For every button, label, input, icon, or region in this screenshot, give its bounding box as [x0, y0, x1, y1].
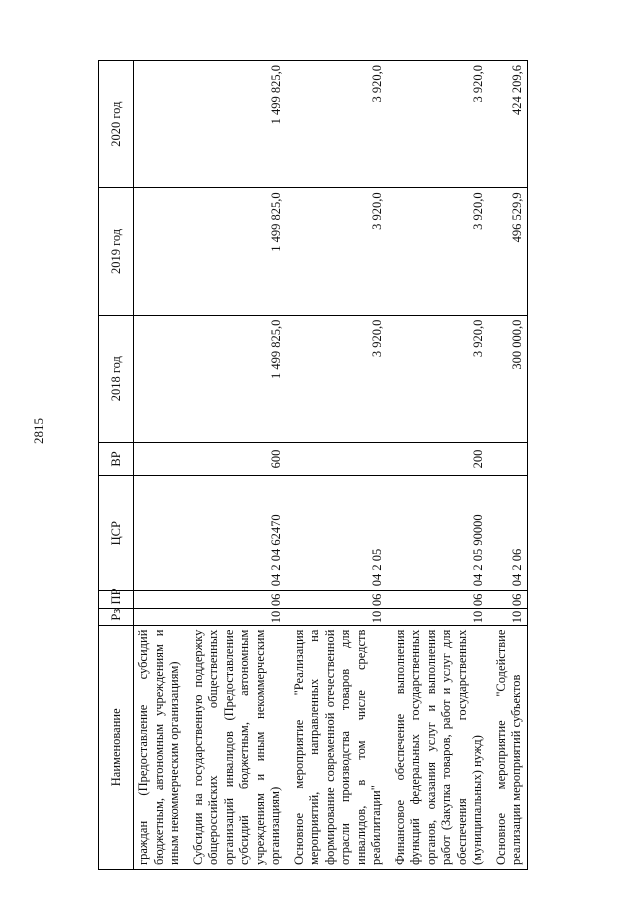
- row-vr: [290, 442, 391, 475]
- row-pr: [134, 591, 189, 609]
- table-row: [134, 61, 189, 870]
- row-pr: 06: [189, 591, 290, 609]
- header-2018: 2018 год: [99, 315, 134, 442]
- header-2020: 2020 год: [99, 61, 134, 188]
- row-csr: 04 2 06: [492, 476, 528, 591]
- row-csr: [134, 476, 189, 591]
- row-vr: 200: [391, 442, 492, 475]
- page-number: 2815: [31, 418, 46, 444]
- row-pr: 06: [492, 591, 528, 609]
- row-csr: 04 2 05: [290, 476, 391, 591]
- row-2020: 3 920,0: [391, 61, 492, 188]
- header-vr: ВР: [99, 442, 134, 475]
- row-2019: 3 920,0: [391, 188, 492, 315]
- header-name: Наименование: [99, 625, 134, 869]
- row-2019: 496 529,9: [492, 188, 528, 315]
- table-row: [290, 61, 391, 870]
- row-2020: 3 920,0: [290, 61, 391, 188]
- header-pr: ПР: [99, 591, 134, 609]
- table-header-row: [99, 61, 134, 870]
- row-2018: 300 000,0: [492, 315, 528, 442]
- row-2019: 3 920,0: [290, 188, 391, 315]
- row-2018: 3 920,0: [391, 315, 492, 442]
- budget-table: [98, 60, 528, 870]
- row-rz: 10: [391, 609, 492, 625]
- row-2018: [134, 315, 189, 442]
- header-2019: 2019 год: [99, 188, 134, 315]
- row-2020: [134, 61, 189, 188]
- row-vr: [492, 442, 528, 475]
- table-row: [492, 61, 528, 870]
- header-csr: ЦСР: [99, 476, 134, 591]
- table-row: [189, 61, 290, 870]
- row-name: граждан (Предоставление субсидий бюджетным, автономным учреждениям и иным некоммерческим организациям): [134, 625, 189, 869]
- row-rz: 10: [492, 609, 528, 625]
- row-2020: 1 499 825,0: [189, 61, 290, 188]
- row-name: Основное мероприятие "Содействие реализации мероприятий субъектов: [492, 625, 528, 869]
- row-2020: 424 209,6: [492, 61, 528, 188]
- row-csr: 04 2 05 90000: [391, 476, 492, 591]
- row-name: Субсидии на государственную поддержку общероссийских общественных организаций инвалидов (Предоставление субсидий бюджетным, автономным учреждениям и иным некоммерческим организациям): [189, 625, 290, 869]
- row-pr: 06: [391, 591, 492, 609]
- row-csr: 04 2 04 62470: [189, 476, 290, 591]
- row-pr: 06: [290, 591, 391, 609]
- row-rz: [134, 609, 189, 625]
- rotated-page: [98, 60, 638, 870]
- row-2019: 1 499 825,0: [189, 188, 290, 315]
- row-rz: 10: [189, 609, 290, 625]
- row-name: Финансовое обеспечение выполнения функций федеральных государственных органов, оказания услуг и выполнения работ (Закупка товаров, работ и услуг для обеспечения государственных (муниципальных) нужд): [391, 625, 492, 869]
- row-vr: 600: [189, 442, 290, 475]
- table-row: [391, 61, 492, 870]
- row-2018: 1 499 825,0: [189, 315, 290, 442]
- header-rz: Рз: [99, 609, 134, 625]
- row-2018: 3 920,0: [290, 315, 391, 442]
- row-name: Основное мероприятие "Реализация мероприятий, направленных на формирование современной отечественной отрасли производства товаров для инвалидов, в том числе средств реабилитации": [290, 625, 391, 869]
- row-rz: 10: [290, 609, 391, 625]
- row-vr: [134, 442, 189, 475]
- row-2019: [134, 188, 189, 315]
